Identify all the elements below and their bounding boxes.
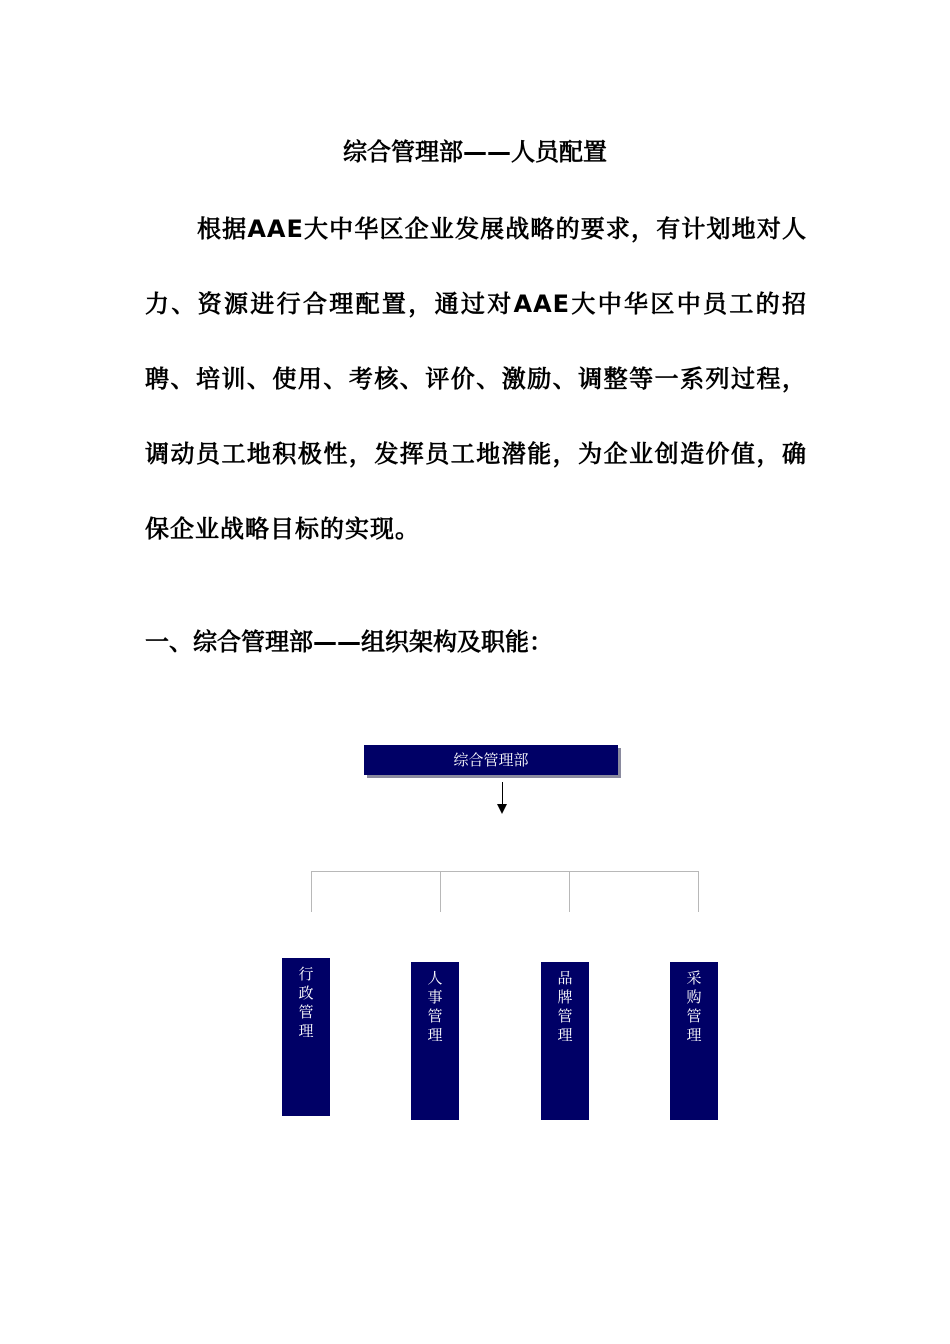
dept-box-hr — [411, 962, 459, 1120]
dept-box-purchasing — [670, 962, 718, 1120]
branch-line-vertical — [311, 871, 312, 912]
branch-line-vertical — [440, 871, 441, 912]
dept-box-brand — [541, 962, 589, 1120]
branch-line-horizontal — [311, 871, 699, 872]
section-heading: 一、综合管理部——组织架构及职能： — [145, 628, 553, 656]
connector-line — [502, 782, 503, 804]
document-title: 综合管理部——人员配置 — [343, 138, 607, 166]
branch-line-vertical — [569, 871, 570, 912]
dept-label: 人事管理 — [427, 969, 443, 1044]
branch-line-vertical — [698, 871, 699, 912]
dept-label: 品牌管理 — [557, 969, 573, 1044]
org-root-box: 综合管理部 — [364, 745, 618, 775]
dept-box-admin — [282, 958, 330, 1116]
dept-label: 行政管理 — [298, 965, 314, 1040]
arrow-down-icon — [497, 804, 507, 814]
intro-paragraph: 根据AAE大中华区企业发展战略的要求，有计划地对人力、资源进行合理配置，通过对AAE大中华区中员工的招聘、培训、使用、考核、评价、激励、调整等一系列过程，调动员工地积极性，发挥员工地潜能，为企业创造价值，确保企业战略目标的实现。 — [145, 215, 807, 543]
dept-label: 采购管理 — [686, 969, 702, 1044]
